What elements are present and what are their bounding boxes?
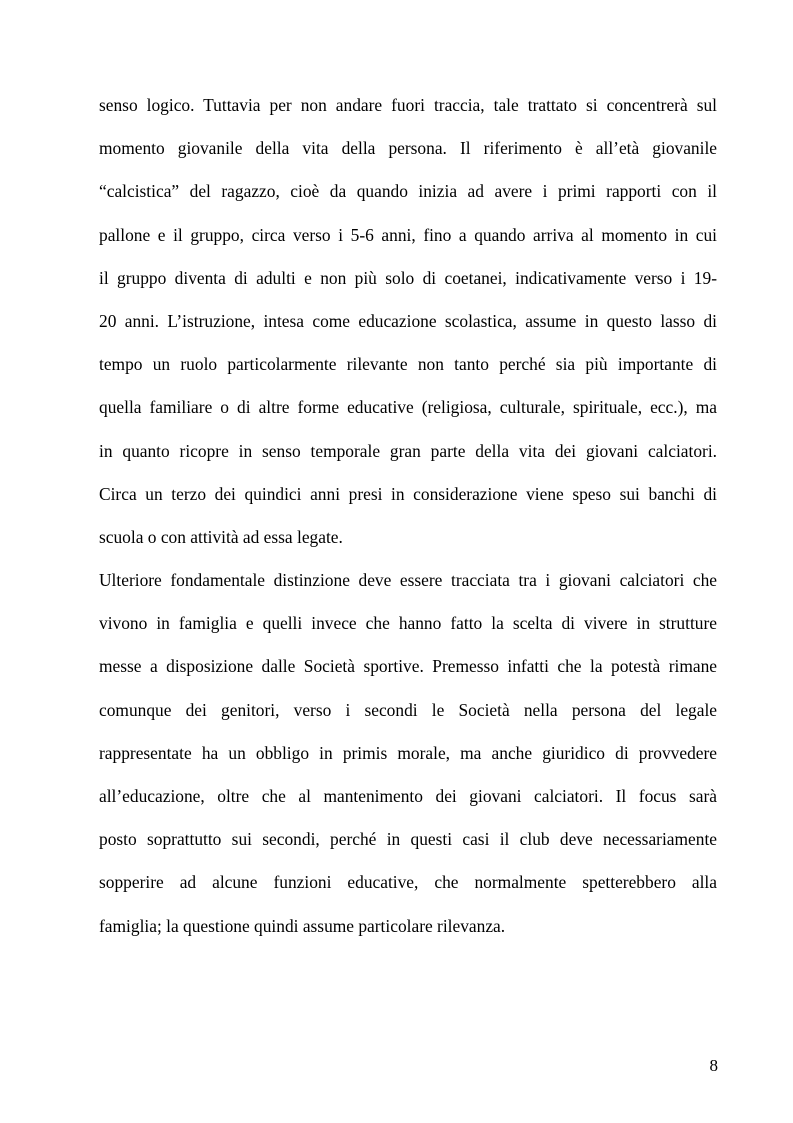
text-line: posto soprattutto sui secondi, perché in questi casi il club deve necessariamente: [99, 829, 717, 850]
text-line: all’educazione, oltre che al mantenimento dei giovani calciatori. Il focus sarà: [99, 786, 717, 806]
text-line: vivono in famiglia e quelli invece che hanno fatto la scelta di vivere in strutture: [99, 613, 717, 634]
text-line: Circa un terzo dei quindici anni presi in considerazione viene speso sui banchi di: [99, 483, 717, 504]
text-line: Ulteriore fondamentale distinzione deve essere tracciata tra i giovani calciatori che: [99, 570, 717, 591]
text-line: sopperire ad alcune funzioni educative, che normalmente spetterebbero alla: [99, 872, 717, 893]
text-line: messe a disposizione dalle Società sportive. Premesso infatti che la potestà rimane: [99, 656, 717, 677]
text-line: in quanto ricopre in senso temporale gran parte della vita dei giovani calciatori.: [99, 440, 717, 461]
text-line: 20 anni. L’istruzione, intesa come educazione scolastica, assume in questo lasso di: [99, 310, 717, 331]
text-line: pallone e il gruppo, circa verso i 5-6 anni, fino a quando arriva al momento in cui: [99, 224, 717, 245]
text-line: “calcistica” del ragazzo, cioè da quando inizia ad avere i primi rapporti con il: [99, 181, 717, 202]
text-line: quella familiare o di altre forme educative (religiosa, culturale, spirituale, ecc.), ma: [99, 397, 717, 418]
text-line: rappresentate ha un obbligo in primis morale, ma anche giuridico di provvedere: [99, 742, 717, 763]
page-number: 8: [709, 1056, 718, 1075]
text-line: comunque dei genitori, verso i secondi le Società nella persona del legale: [99, 699, 717, 720]
text-line: senso logico. Tuttavia per non andare fuori traccia, tale trattato si concentrerà sul: [99, 95, 717, 115]
text-line: scuola o con attività ad essa legate.: [99, 526, 343, 547]
body-text: [99, 84, 717, 948]
text-line: tempo un ruolo particolarmente rilevante non tanto perché sia più importante di: [99, 354, 717, 375]
text-line: momento giovanile della vita della persona. Il riferimento è all’età giovanile: [99, 138, 717, 159]
text-line: il gruppo diventa di adulti e non più solo di coetanei, indicativamente verso i 19-: [99, 267, 717, 288]
text-line: famiglia; la questione quindi assume particolare rilevanza.: [99, 915, 506, 936]
